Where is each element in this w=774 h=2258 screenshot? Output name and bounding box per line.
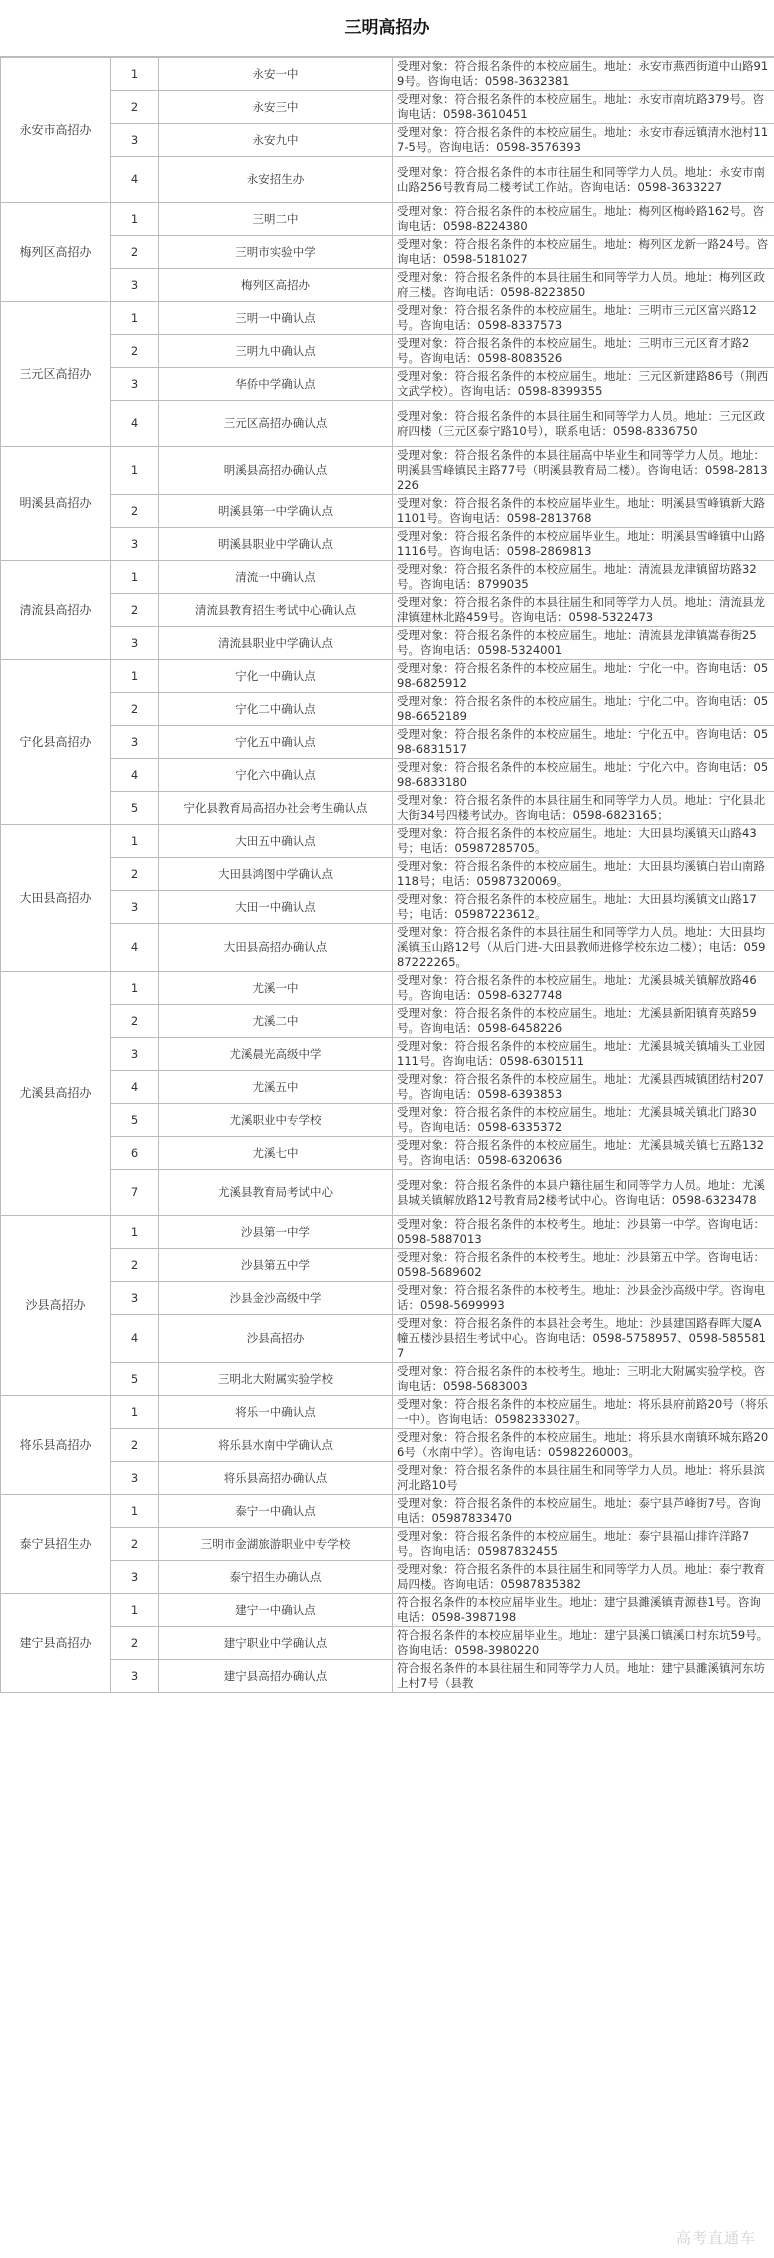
site-number: 1 bbox=[111, 58, 159, 91]
table-row bbox=[1, 236, 774, 269]
site-name: 三明二中 bbox=[159, 203, 393, 236]
table-row bbox=[1, 1216, 774, 1249]
site-name: 清流县职业中学确认点 bbox=[159, 627, 393, 660]
site-info: 受理对象：符合报名条件的本县社会考生。地址：沙县建国路春晖大厦A幢五楼沙县招生考试中心。咨询电话：0598-5758957、0598-5855817 bbox=[393, 1315, 774, 1363]
office-name: 清流县高招办 bbox=[1, 561, 111, 660]
table-row bbox=[1, 726, 774, 759]
site-name: 三明市金湖旅游职业中专学校 bbox=[159, 1528, 393, 1561]
site-name: 永安九中 bbox=[159, 124, 393, 157]
site-number: 1 bbox=[111, 1396, 159, 1429]
office-name: 大田县高招办 bbox=[1, 825, 111, 972]
table-row bbox=[1, 124, 774, 157]
site-name: 沙县高招办 bbox=[159, 1315, 393, 1363]
office-name: 明溪县高招办 bbox=[1, 447, 111, 561]
site-info: 受理对象：符合报名条件的本县往届生和同等学力人员。地址：梅列区政府三楼。咨询电话：0598-8223850 bbox=[393, 269, 774, 302]
office-name: 梅列区高招办 bbox=[1, 203, 111, 302]
table-row bbox=[1, 495, 774, 528]
site-name: 尤溪一中 bbox=[159, 972, 393, 1005]
table-row bbox=[1, 858, 774, 891]
site-name: 大田一中确认点 bbox=[159, 891, 393, 924]
table-row bbox=[1, 368, 774, 401]
office-name: 宁化县高招办 bbox=[1, 660, 111, 825]
page-title: 三明高招办 bbox=[0, 0, 774, 57]
site-number: 2 bbox=[111, 858, 159, 891]
table-row bbox=[1, 1594, 774, 1627]
site-name: 三元区高招办确认点 bbox=[159, 401, 393, 447]
site-number: 2 bbox=[111, 693, 159, 726]
site-number: 1 bbox=[111, 302, 159, 335]
table-row bbox=[1, 1627, 774, 1660]
site-info: 受理对象：符合报名条件的本校应届生。地址：清流县龙津镇嵩春街25号。咨询电话：0598-5324001 bbox=[393, 627, 774, 660]
site-info: 受理对象：符合报名条件的本校应届生。地址：三明市三元区育才路2号。咨询电话：0598-8083526 bbox=[393, 335, 774, 368]
table-row bbox=[1, 1528, 774, 1561]
site-number: 1 bbox=[111, 203, 159, 236]
site-info: 受理对象：符合报名条件的本校应届生。地址：大田县均溪镇文山路17号；电话：05987223612。 bbox=[393, 891, 774, 924]
table-row bbox=[1, 1660, 774, 1693]
office-name: 将乐县高招办 bbox=[1, 1396, 111, 1495]
site-number: 1 bbox=[111, 1495, 159, 1528]
site-info: 受理对象：符合报名条件的本校应届生。地址：清流县龙津镇留坊路32号。咨询电话：8799035 bbox=[393, 561, 774, 594]
site-name: 宁化一中确认点 bbox=[159, 660, 393, 693]
table-row bbox=[1, 693, 774, 726]
site-info: 受理对象：符合报名条件的本县往届生和同等学力人员。地址：将乐县滨河北路10号 bbox=[393, 1462, 774, 1495]
site-number: 2 bbox=[111, 1005, 159, 1038]
table-row bbox=[1, 1137, 774, 1170]
site-number: 7 bbox=[111, 1170, 159, 1216]
office-name: 建宁县高招办 bbox=[1, 1594, 111, 1693]
site-name: 三明一中确认点 bbox=[159, 302, 393, 335]
table-row bbox=[1, 1249, 774, 1282]
site-number: 2 bbox=[111, 236, 159, 269]
site-info: 受理对象：符合报名条件的本校应届生。地址：将乐县府前路20号（将乐一中）。咨询电话：05982333027。 bbox=[393, 1396, 774, 1429]
table-row bbox=[1, 1315, 774, 1363]
site-info: 受理对象：符合报名条件的本市往届生和同等学力人员。地址：永安市南山路256号教育局二楼考试工作站。咨询电话：0598-3633227 bbox=[393, 157, 774, 203]
site-name: 宁化县教育局高招办社会考生确认点 bbox=[159, 792, 393, 825]
site-number: 2 bbox=[111, 335, 159, 368]
site-number: 1 bbox=[111, 972, 159, 1005]
site-info: 受理对象：符合报名条件的本校应届生。地址：尤溪县城关镇北门路30号。咨询电话：0598-6335372 bbox=[393, 1104, 774, 1137]
site-info: 受理对象：符合报名条件的本县往届生和同等学力人员。地址：大田县均溪镇玉山路12号（从后门进-大田县教师进修学校东边二楼）；电话：05987222265。 bbox=[393, 924, 774, 972]
site-info: 符合报名条件的本县往届生和同等学力人员。地址：建宁县濉溪镇河东坊上村7号（县教 bbox=[393, 1660, 774, 1693]
site-info: 受理对象：符合报名条件的本校应届生。地址：泰宁县福山排许洋路7号。咨询电话：05987832455 bbox=[393, 1528, 774, 1561]
table-row bbox=[1, 58, 774, 91]
office-name: 永安市高招办 bbox=[1, 58, 111, 203]
table-row bbox=[1, 1495, 774, 1528]
table-row bbox=[1, 972, 774, 1005]
table-row bbox=[1, 269, 774, 302]
site-number: 4 bbox=[111, 924, 159, 972]
site-number: 3 bbox=[111, 1462, 159, 1495]
site-name: 三明九中确认点 bbox=[159, 335, 393, 368]
table-row bbox=[1, 447, 774, 495]
site-name: 尤溪七中 bbox=[159, 1137, 393, 1170]
site-number: 1 bbox=[111, 561, 159, 594]
site-name: 建宁职业中学确认点 bbox=[159, 1627, 393, 1660]
site-number: 3 bbox=[111, 627, 159, 660]
site-name: 永安招生办 bbox=[159, 157, 393, 203]
site-info: 受理对象：符合报名条件的本县往届高中毕业生和同等学力人员。地址：明溪县雪峰镇民主路77号（明溪县教育局二楼）。咨询电话：0598-2813226 bbox=[393, 447, 774, 495]
table-row bbox=[1, 1462, 774, 1495]
site-name: 华侨中学确认点 bbox=[159, 368, 393, 401]
table-row bbox=[1, 660, 774, 693]
site-info: 受理对象：符合报名条件的本校应届生。地址：永安市春远镇清水池村117-5号。咨询电话：0598-3576393 bbox=[393, 124, 774, 157]
site-name: 将乐县水南中学确认点 bbox=[159, 1429, 393, 1462]
table-row bbox=[1, 627, 774, 660]
site-number: 1 bbox=[111, 1594, 159, 1627]
site-number: 6 bbox=[111, 1137, 159, 1170]
site-info: 受理对象：符合报名条件的本县户籍往届生和同等学力人员。地址：尤溪县城关镇解放路12号教育局2楼考试中心。咨询电话：0598-6323478 bbox=[393, 1170, 774, 1216]
site-info: 受理对象：符合报名条件的本校应届生。地址：尤溪县城关镇解放路46号。咨询电话：0598-6327748 bbox=[393, 972, 774, 1005]
table-row bbox=[1, 91, 774, 124]
site-number: 4 bbox=[111, 759, 159, 792]
site-name: 将乐县高招办确认点 bbox=[159, 1462, 393, 1495]
site-name: 梅列区高招办 bbox=[159, 269, 393, 302]
site-number: 3 bbox=[111, 891, 159, 924]
table-row bbox=[1, 891, 774, 924]
site-info: 受理对象：符合报名条件的本校应届毕业生。地址：明溪县雪峰镇新大路1101号。咨询电话：0598-2813768 bbox=[393, 495, 774, 528]
site-number: 3 bbox=[111, 1038, 159, 1071]
site-number: 2 bbox=[111, 1249, 159, 1282]
site-name: 明溪县第一中学确认点 bbox=[159, 495, 393, 528]
site-number: 3 bbox=[111, 269, 159, 302]
site-name: 明溪县职业中学确认点 bbox=[159, 528, 393, 561]
site-info: 受理对象：符合报名条件的本校应届生。地址：三元区新建路86号（荆西文武学校）。咨询电话：0598-8399355 bbox=[393, 368, 774, 401]
site-number: 1 bbox=[111, 660, 159, 693]
site-number: 5 bbox=[111, 1363, 159, 1396]
site-number: 5 bbox=[111, 1104, 159, 1137]
site-info: 受理对象：符合报名条件的本校应届生。地址：尤溪县城关镇埔头工业园111号。咨询电话：0598-6301511 bbox=[393, 1038, 774, 1071]
site-name: 尤溪五中 bbox=[159, 1071, 393, 1104]
site-name: 沙县第五中学 bbox=[159, 1249, 393, 1282]
site-name: 大田五中确认点 bbox=[159, 825, 393, 858]
site-name: 永安一中 bbox=[159, 58, 393, 91]
table-row bbox=[1, 157, 774, 203]
site-number: 3 bbox=[111, 1561, 159, 1594]
site-name: 明溪县高招办确认点 bbox=[159, 447, 393, 495]
site-info: 受理对象：符合报名条件的本校应届生。地址：大田县均溪镇天山路43号；电话：05987285705。 bbox=[393, 825, 774, 858]
site-info: 受理对象：符合报名条件的本校应届毕业生。地址：明溪县雪峰镇中山路1116号。咨询电话：0598-2869813 bbox=[393, 528, 774, 561]
site-info: 受理对象：符合报名条件的本校应届生。地址：梅列区龙新一路24号。咨询电话：0598-5181027 bbox=[393, 236, 774, 269]
table-row bbox=[1, 335, 774, 368]
table-row bbox=[1, 1170, 774, 1216]
site-name: 尤溪二中 bbox=[159, 1005, 393, 1038]
table-row bbox=[1, 792, 774, 825]
site-name: 沙县第一中学 bbox=[159, 1216, 393, 1249]
site-info: 受理对象：符合报名条件的本县往届生和同等学力人员。地址：清流县龙津镇建林北路459号。咨询电话：0598-5322473 bbox=[393, 594, 774, 627]
site-number: 2 bbox=[111, 91, 159, 124]
table-row bbox=[1, 825, 774, 858]
site-number: 3 bbox=[111, 726, 159, 759]
office-name: 三元区高招办 bbox=[1, 302, 111, 447]
site-name: 建宁一中确认点 bbox=[159, 1594, 393, 1627]
site-name: 宁化六中确认点 bbox=[159, 759, 393, 792]
table-row bbox=[1, 1104, 774, 1137]
site-name: 大田县高招办确认点 bbox=[159, 924, 393, 972]
site-number: 3 bbox=[111, 528, 159, 561]
table-row bbox=[1, 1005, 774, 1038]
site-name: 泰宁一中确认点 bbox=[159, 1495, 393, 1528]
site-name: 尤溪职业中专学校 bbox=[159, 1104, 393, 1137]
table-row bbox=[1, 561, 774, 594]
site-number: 1 bbox=[111, 447, 159, 495]
site-info: 受理对象：符合报名条件的本校应届生。地址：三明市三元区富兴路12号。咨询电话：0598-8337573 bbox=[393, 302, 774, 335]
site-number: 3 bbox=[111, 1660, 159, 1693]
site-name: 大田县鸿图中学确认点 bbox=[159, 858, 393, 891]
site-number: 3 bbox=[111, 124, 159, 157]
site-info: 受理对象：符合报名条件的本校应届生。地址：宁化六中。咨询电话：0598-6833180 bbox=[393, 759, 774, 792]
table-row bbox=[1, 1038, 774, 1071]
office-name: 尤溪县高招办 bbox=[1, 972, 111, 1216]
site-info: 受理对象：符合报名条件的本校应届生。地址：大田县均溪镇白岩山南路118号；电话：05987320069。 bbox=[393, 858, 774, 891]
site-name: 尤溪县教育局考试中心 bbox=[159, 1170, 393, 1216]
site-info: 受理对象：符合报名条件的本校考生。地址：三明北大附属实验学校。咨询电话：0598-5683003 bbox=[393, 1363, 774, 1396]
site-info: 符合报名条件的本校应届毕业生。地址：建宁县溪口镇溪口村东坑59号。咨询电话：0598-3980220 bbox=[393, 1627, 774, 1660]
table-row bbox=[1, 1396, 774, 1429]
table-row bbox=[1, 1071, 774, 1104]
site-info: 受理对象：符合报名条件的本校应届生。地址：宁化二中。咨询电话：0598-6652189 bbox=[393, 693, 774, 726]
site-info: 受理对象：符合报名条件的本县往届生和同等学力人员。地址：泰宁教育局四楼。咨询电话：05987835382 bbox=[393, 1561, 774, 1594]
site-info: 受理对象：符合报名条件的本校应届生。地址：宁化一中。咨询电话：0598-6825912 bbox=[393, 660, 774, 693]
site-info: 受理对象：符合报名条件的本校应届生。地址：尤溪县西城镇团结村207号。咨询电话：0598-6393853 bbox=[393, 1071, 774, 1104]
site-info: 受理对象：符合报名条件的本校考生。地址：沙县第五中学。咨询电话：0598-5689602 bbox=[393, 1249, 774, 1282]
table-row bbox=[1, 1363, 774, 1396]
office-name: 沙县高招办 bbox=[1, 1216, 111, 1396]
site-info: 符合报名条件的本校应届毕业生。地址：建宁县濉溪镇青源巷1号。咨询电话：0598-3987198 bbox=[393, 1594, 774, 1627]
site-info: 受理对象：符合报名条件的本校应届生。地址：尤溪县城关镇七五路132号。咨询电话：0598-6320636 bbox=[393, 1137, 774, 1170]
site-number: 4 bbox=[111, 1315, 159, 1363]
site-name: 永安三中 bbox=[159, 91, 393, 124]
site-info: 受理对象：符合报名条件的本校应届生。地址：尤溪县新阳镇育英路59号。咨询电话：0598-6458226 bbox=[393, 1005, 774, 1038]
site-number: 2 bbox=[111, 495, 159, 528]
table-row bbox=[1, 528, 774, 561]
office-name: 泰宁县招生办 bbox=[1, 1495, 111, 1594]
site-name: 建宁县高招办确认点 bbox=[159, 1660, 393, 1693]
site-number: 2 bbox=[111, 1627, 159, 1660]
site-name: 三明北大附属实验学校 bbox=[159, 1363, 393, 1396]
site-number: 4 bbox=[111, 157, 159, 203]
site-name: 宁化五中确认点 bbox=[159, 726, 393, 759]
site-info: 受理对象：符合报名条件的本县往届生和同等学力人员。地址：宁化县北大街34号四楼考试办。咨询电话：0598-6823165； bbox=[393, 792, 774, 825]
watermark: 高考直通车 bbox=[675, 2229, 756, 2247]
site-info: 受理对象：符合报名条件的本校应届生。地址：将乐县水南镇环城东路206号（水南中学）。咨询电话：05982260003。 bbox=[393, 1429, 774, 1462]
table-row bbox=[1, 924, 774, 972]
site-number: 5 bbox=[111, 792, 159, 825]
site-number: 1 bbox=[111, 825, 159, 858]
table-row bbox=[1, 1561, 774, 1594]
site-name: 将乐一中确认点 bbox=[159, 1396, 393, 1429]
site-name: 宁化二中确认点 bbox=[159, 693, 393, 726]
table-row bbox=[1, 594, 774, 627]
site-info: 受理对象：符合报名条件的本校应届生。地址：梅列区梅岭路162号。咨询电话：0598-8224380 bbox=[393, 203, 774, 236]
site-info: 受理对象：符合报名条件的本校应届生。地址：永安市南坑路379号。咨询电话：0598-3610451 bbox=[393, 91, 774, 124]
table-row bbox=[1, 1429, 774, 1462]
site-number: 2 bbox=[111, 1429, 159, 1462]
table-row bbox=[1, 759, 774, 792]
site-name: 泰宁招生办确认点 bbox=[159, 1561, 393, 1594]
table-row bbox=[1, 401, 774, 447]
site-name: 三明市实验中学 bbox=[159, 236, 393, 269]
site-info: 受理对象：符合报名条件的本校应届生。地址：永安市燕西街道中山路919号。咨询电话：0598-3632381 bbox=[393, 58, 774, 91]
registration-sites-table bbox=[0, 57, 774, 1693]
site-name: 尤溪晨光高级中学 bbox=[159, 1038, 393, 1071]
site-number: 1 bbox=[111, 1216, 159, 1249]
site-info: 受理对象：符合报名条件的本校应届生。地址：宁化五中。咨询电话：0598-6831517 bbox=[393, 726, 774, 759]
site-info: 受理对象：符合报名条件的本校考生。地址：沙县金沙高级中学。咨询电话：0598-5699993 bbox=[393, 1282, 774, 1315]
site-info: 受理对象：符合报名条件的本校应届生。地址：泰宁县芦峰街7号。咨询电话：05987833470 bbox=[393, 1495, 774, 1528]
site-number: 3 bbox=[111, 368, 159, 401]
table-row bbox=[1, 1282, 774, 1315]
site-number: 2 bbox=[111, 594, 159, 627]
site-number: 3 bbox=[111, 1282, 159, 1315]
site-name: 清流县教育招生考试中心确认点 bbox=[159, 594, 393, 627]
site-name: 清流一中确认点 bbox=[159, 561, 393, 594]
site-number: 4 bbox=[111, 1071, 159, 1104]
table-row bbox=[1, 203, 774, 236]
table-row bbox=[1, 302, 774, 335]
site-number: 4 bbox=[111, 401, 159, 447]
site-info: 受理对象：符合报名条件的本校考生。地址：沙县第一中学。咨询电话：0598-5887013 bbox=[393, 1216, 774, 1249]
site-info: 受理对象：符合报名条件的本县往届生和同等学力人员。地址：三元区政府四楼（三元区泰宁路10号），联系电话：0598-8336750 bbox=[393, 401, 774, 447]
site-number: 2 bbox=[111, 1528, 159, 1561]
site-name: 沙县金沙高级中学 bbox=[159, 1282, 393, 1315]
table-body bbox=[1, 58, 774, 1693]
